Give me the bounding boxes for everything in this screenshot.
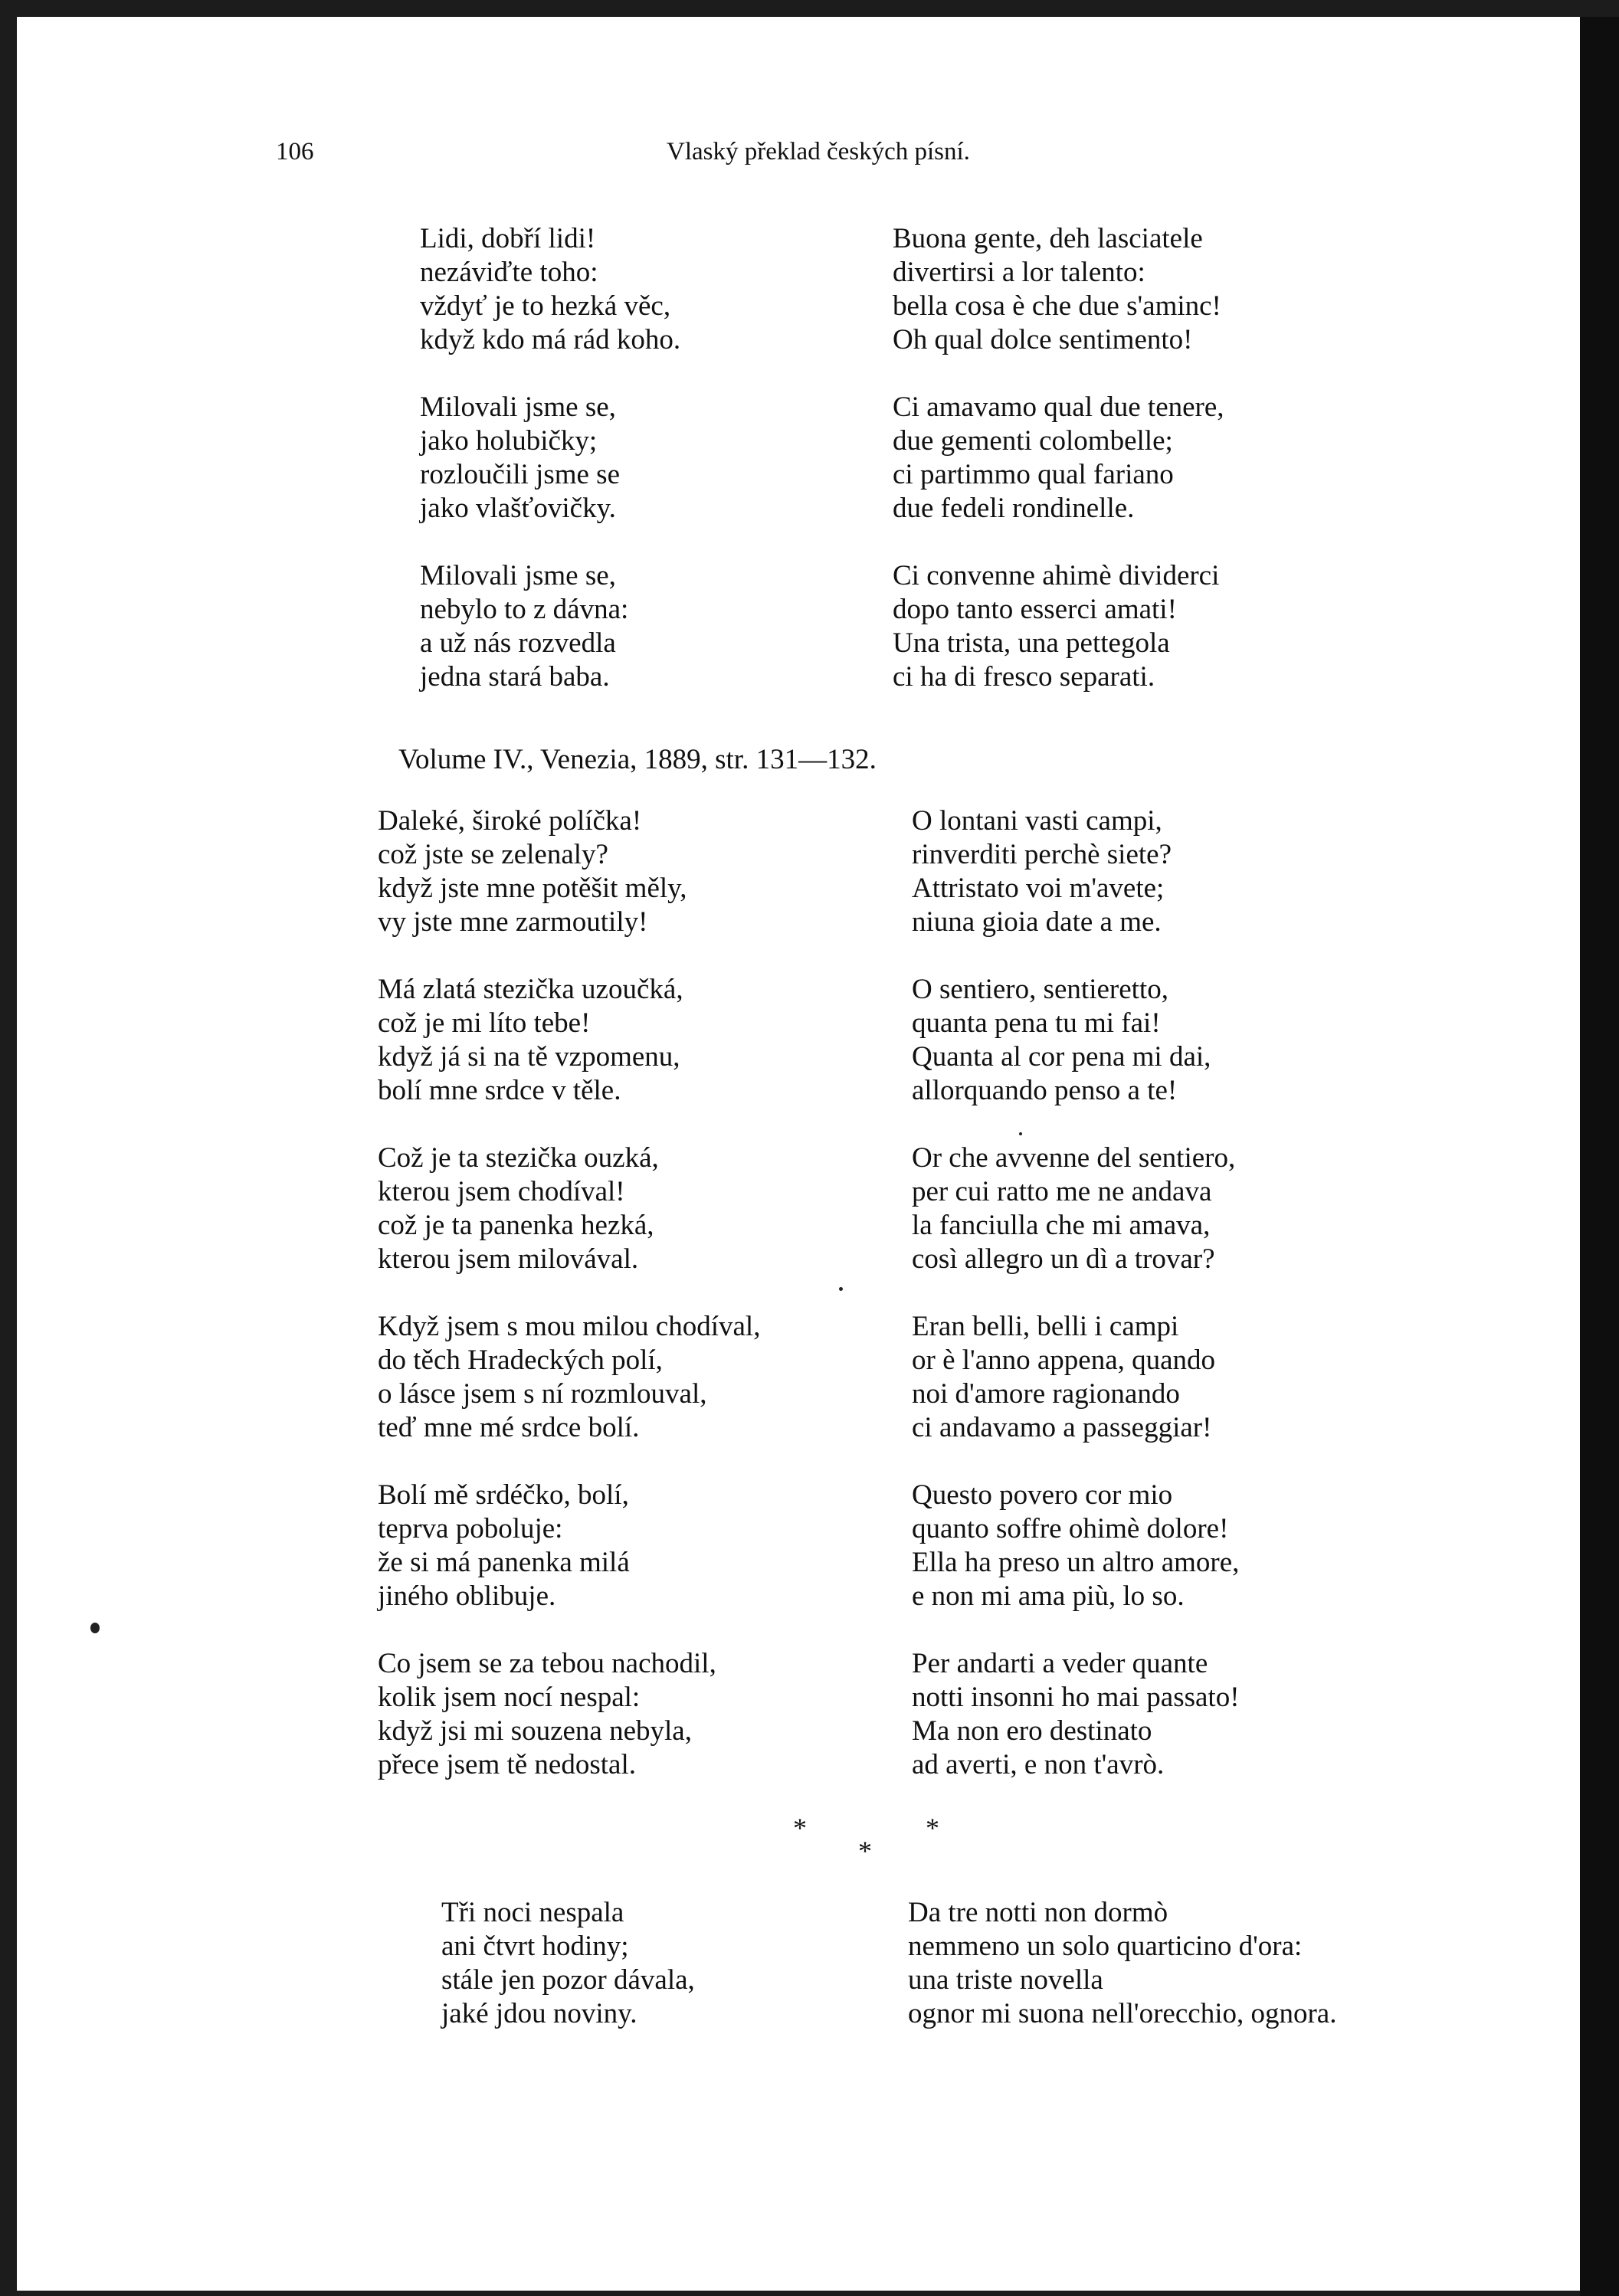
stanza-gap <box>912 1613 1240 1647</box>
verse-line: Ma non ero destinato <box>912 1715 1152 1747</box>
verse-line: když já si na tě vzpomenu, <box>378 1041 680 1073</box>
verse-line: Eran belli, belli i campi <box>912 1311 1179 1342</box>
book-page <box>17 17 1580 2291</box>
verse-line: Buona gente, deh lasciatele <box>893 223 1203 254</box>
verse-line: niuna gioia date a me. <box>912 906 1162 938</box>
verse-line: ci ha di fresco separati. <box>893 661 1155 693</box>
verse-line: jedna stará baba. <box>420 661 610 693</box>
verse-line: což jste se zelenaly? <box>378 839 608 870</box>
verse-line: così allegro un dì a trovar? <box>912 1243 1215 1275</box>
verse-line: nebylo to z dávna: <box>420 594 629 625</box>
stanza-gap <box>378 1445 760 1479</box>
verse-line: Una trista, una pettegola <box>893 627 1170 659</box>
verse-line: Ci amavamo qual due tenere, <box>893 391 1224 423</box>
verse-line: Když jsem s mou milou chodíval, <box>378 1311 761 1342</box>
verse-line: jaké jdou noviny. <box>441 1998 637 2029</box>
stanza-gap <box>420 526 680 559</box>
verse-line: že si má panenka milá <box>378 1547 630 1578</box>
verse-line: Má zlatá stezička uzoučká, <box>378 974 683 1005</box>
stanza-gap <box>893 357 1224 391</box>
stanza-gap <box>912 1445 1240 1479</box>
stanza-gap <box>893 526 1224 559</box>
verse-line: když jsi mi souzena nebyla, <box>378 1715 692 1747</box>
verse-line: una triste novella <box>908 1964 1103 1996</box>
verse-line: Co jsem se za tebou nachodil, <box>378 1648 716 1679</box>
verse-line: Oh qual dolce sentimento! <box>893 324 1193 355</box>
verse-line: nezáviďte toho: <box>420 257 598 288</box>
verse-line: Quanta al cor pena mi dai, <box>912 1041 1211 1073</box>
italian-stanzas-section-1 <box>893 222 1224 694</box>
verse-line: a už nás rozvedla <box>420 627 616 659</box>
verse-line: přece jsem tě nedostal. <box>378 1749 636 1780</box>
verse-line: Ella ha preso un altro amore, <box>912 1547 1240 1578</box>
page-number: 106 <box>276 138 314 165</box>
verse-line: kterou jsem chodíval! <box>378 1176 625 1207</box>
verse-line: Lidi, dobří lidi! <box>420 223 596 254</box>
verse-line: Daleké, široké políčka! <box>378 805 642 837</box>
czech-stanzas-section-1 <box>420 222 680 694</box>
stanza-gap <box>912 939 1240 973</box>
verse-line: O sentiero, sentieretto, <box>912 974 1168 1005</box>
verse-line: stále jen pozor dávala, <box>441 1964 695 1996</box>
verse-line: Da tre notti non dormò <box>908 1897 1168 1928</box>
stanza-gap <box>378 939 760 973</box>
verse-line: Milovali jsme se, <box>420 560 616 591</box>
scan-speck <box>90 1623 100 1633</box>
stanza-gap <box>420 357 680 391</box>
verse-line: jako vlašťovičky. <box>420 493 616 524</box>
verse-line: kterou jsem milovával. <box>378 1243 639 1275</box>
asterism-left: * <box>793 1813 807 1843</box>
scan-speck <box>1019 1132 1022 1135</box>
verse-line: quanta pena tu mi fai! <box>912 1007 1161 1039</box>
verse-line: vy jste mne zarmoutily! <box>378 906 648 938</box>
scan-speck <box>839 1287 843 1291</box>
verse-line: vždyť je to hezká věc, <box>420 290 671 322</box>
verse-line: ci andavamo a passeggiar! <box>912 1412 1212 1443</box>
verse-line: quanto soffre ohimè dolore! <box>912 1513 1229 1544</box>
verse-line: jiného oblibuje. <box>378 1580 556 1612</box>
verse-line: což je ta panenka hezká, <box>378 1210 654 1241</box>
verse-line: Attristato voi m'avete; <box>912 873 1165 904</box>
verse-line: e non mi ama più, lo so. <box>912 1580 1185 1612</box>
verse-line: ad averti, e non t'avrò. <box>912 1749 1165 1780</box>
verse-line: due fedeli rondinelle. <box>893 493 1135 524</box>
verse-line: Questo povero cor mio <box>912 1479 1173 1511</box>
stanza-gap <box>378 1613 760 1647</box>
verse-line: což je mi líto tebe! <box>378 1007 591 1039</box>
verse-line: noi d'amore ragionando <box>912 1378 1180 1410</box>
stanza-gap <box>912 1276 1240 1310</box>
czech-stanzas-section-2 <box>378 804 760 1782</box>
verse-line: rozloučili jsme se <box>420 459 620 490</box>
verse-line: ognor mi suona nell'orecchio, ognora. <box>908 1998 1337 2029</box>
verse-line: když jste mne potěšit měly, <box>378 873 687 904</box>
verse-line: ani čtvrt hodiny; <box>441 1931 629 1962</box>
running-title: Vlaský překlad českých písní. <box>667 138 970 165</box>
volume-heading: Volume IV., Venezia, 1889, str. 131—132. <box>398 744 877 775</box>
italian-stanza-section-3 <box>908 1896 1336 2031</box>
verse-line: notti insonni ho mai passato! <box>912 1682 1240 1713</box>
stanza-gap <box>912 1108 1240 1141</box>
verse-line: Tři noci nespala <box>441 1897 624 1928</box>
verse-line: když kdo má rád koho. <box>420 324 681 355</box>
verse-line: jako holubičky; <box>420 425 598 457</box>
verse-line: Což je ta stezička ouzká, <box>378 1142 659 1174</box>
verse-line: divertirsi a lor talento: <box>893 257 1145 288</box>
czech-stanza-section-3 <box>441 1896 695 2031</box>
verse-line: or è l'anno appena, quando <box>912 1345 1216 1376</box>
scan-edge <box>1580 17 1619 2296</box>
verse-line: Ci convenne ahimè dividerci <box>893 560 1220 591</box>
verse-line: ci partimmo qual fariano <box>893 459 1174 490</box>
asterism-middle: * <box>858 1836 872 1866</box>
verse-line: Or che avvenne del sentiero, <box>912 1142 1236 1174</box>
verse-line: rinverditi perchè siete? <box>912 839 1172 870</box>
asterism-right: * <box>926 1813 939 1843</box>
verse-line: dopo tanto esserci amati! <box>893 594 1177 625</box>
verse-line: teprva poboluje: <box>378 1513 563 1544</box>
verse-line: teď mne mé srdce bolí. <box>378 1412 640 1443</box>
verse-line: Milovali jsme se, <box>420 391 616 423</box>
verse-line: Bolí mě srdéčko, bolí, <box>378 1479 629 1511</box>
verse-line: do těch Hradeckých polí, <box>378 1345 663 1376</box>
verse-line: per cui ratto me ne andava <box>912 1176 1212 1207</box>
verse-line: bella cosa è che due s'aminc! <box>893 290 1221 322</box>
verse-line: kolik jsem nocí nespal: <box>378 1682 641 1713</box>
verse-line: la fanciulla che mi amava, <box>912 1210 1211 1241</box>
stanza-gap <box>378 1276 760 1310</box>
verse-line: bolí mne srdce v těle. <box>378 1075 621 1106</box>
verse-line: o lásce jsem s ní rozmlouval, <box>378 1378 707 1410</box>
verse-line: due gementi colombelle; <box>893 425 1173 457</box>
verse-line: allorquando penso a te! <box>912 1075 1178 1106</box>
italian-stanzas-section-2 <box>912 804 1240 1782</box>
verse-line: O lontani vasti campi, <box>912 805 1162 837</box>
stanza-gap <box>378 1108 760 1141</box>
verse-line: Per andarti a veder quante <box>912 1648 1208 1679</box>
verse-line: nemmeno un solo quarticino d'ora: <box>908 1931 1303 1962</box>
